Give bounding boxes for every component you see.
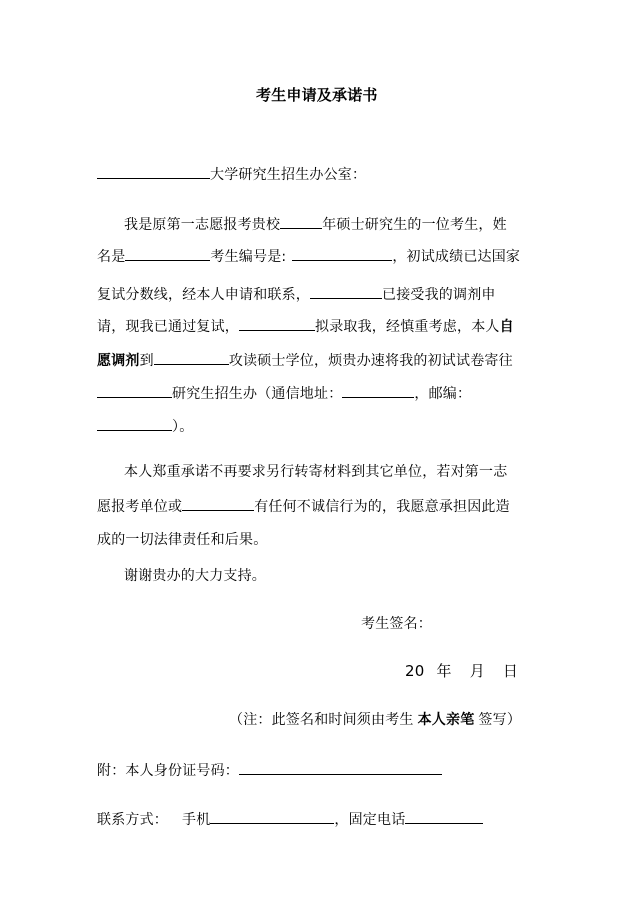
addressee-text: 大学研究生招生办公室：	[210, 167, 367, 183]
signature-note	[229, 710, 521, 730]
destination-school-blank[interactable]	[97, 383, 172, 398]
p1-line3	[97, 284, 496, 305]
first-choice-blank[interactable]	[182, 496, 254, 511]
note-text: （注：此签名和时间须由考生	[229, 712, 414, 728]
date-year-label: 年	[436, 662, 452, 680]
p1-text: ）。	[172, 419, 194, 435]
p2-line3: 成的一切法律责任和后果。	[97, 532, 268, 548]
document-title: 考生申请及承诺书	[256, 86, 378, 104]
date-year-prefix: 20	[405, 662, 425, 680]
university-blank[interactable]	[97, 164, 210, 179]
admit-school-blank[interactable]	[239, 316, 315, 331]
date-month-label: 月	[469, 662, 485, 680]
phone-blank[interactable]	[210, 809, 334, 824]
landline-label: ，固定电话	[334, 812, 406, 828]
p1-text: 考生编号是:	[210, 249, 287, 265]
p1-line1	[124, 214, 507, 235]
p1-line6	[97, 383, 471, 404]
p1-text: 请，现我已通过复试，	[97, 319, 239, 335]
p1-line7	[97, 416, 193, 437]
p1-text: 拟录取我，经慎重考虑，本人	[315, 319, 500, 335]
name-blank[interactable]	[125, 246, 210, 261]
phone-label: 手机	[182, 812, 211, 828]
p1-text: 到	[139, 353, 154, 369]
p1-text: 复试分数线，经本人申请和联系，	[97, 287, 310, 303]
p1-text: 名是	[97, 249, 126, 265]
postcode-blank[interactable]	[97, 416, 172, 431]
p1-line5	[97, 350, 513, 371]
landline-blank[interactable]	[405, 809, 483, 824]
p1-line4	[97, 316, 514, 337]
p1-bold-text: 愿调剂	[97, 353, 140, 369]
id-number-line	[97, 760, 442, 781]
date-day-label: 日	[502, 662, 519, 680]
contact-line	[97, 809, 483, 830]
transfer-school-blank[interactable]	[310, 284, 382, 299]
p1-text: 已接受我的调剂申	[382, 287, 496, 303]
p1-text: ，初试成绩已达国家	[392, 249, 521, 265]
id-number-blank[interactable]	[239, 760, 442, 775]
signature-label: 考生签名：	[361, 616, 432, 632]
note-text: 签写）	[478, 712, 522, 728]
exam-number-blank[interactable]	[292, 246, 392, 261]
p1-text: 我是原第一志愿报考贵校	[124, 217, 281, 233]
p1-bold-text: 自	[499, 319, 514, 335]
p2-text: 愿报考单位或	[97, 499, 183, 515]
thanks-line: 谢谢贵办的大力支持。	[124, 568, 266, 584]
contact-label: 联系方式：	[97, 812, 168, 828]
id-label: 附：本人身份证号码：	[97, 763, 239, 779]
note-bold-text: 本人亲笔	[417, 712, 475, 728]
p2-text: 有任何不诚信行为的，我愿意承担因此造	[254, 499, 510, 515]
date-line	[405, 661, 518, 681]
p1-text: 攻读硕士学位，烦贵办速将我的初试试卷寄往	[228, 353, 513, 369]
p1-line2	[97, 246, 520, 267]
p1-text: 年硕士研究生的一位考生，姓	[322, 217, 507, 233]
target-school-blank[interactable]	[154, 350, 229, 365]
addressee-line	[97, 164, 366, 185]
p1-text: 研究生招生办（通信地址：	[172, 386, 343, 402]
p1-text: ，邮编：	[414, 386, 472, 402]
exam-year-blank[interactable]	[280, 214, 322, 229]
address-blank[interactable]	[342, 383, 414, 398]
p2-line1: 本人郑重承诺不再要求另行转寄材料到其它单位，若对第一志	[124, 464, 508, 480]
p2-line2	[97, 496, 510, 517]
